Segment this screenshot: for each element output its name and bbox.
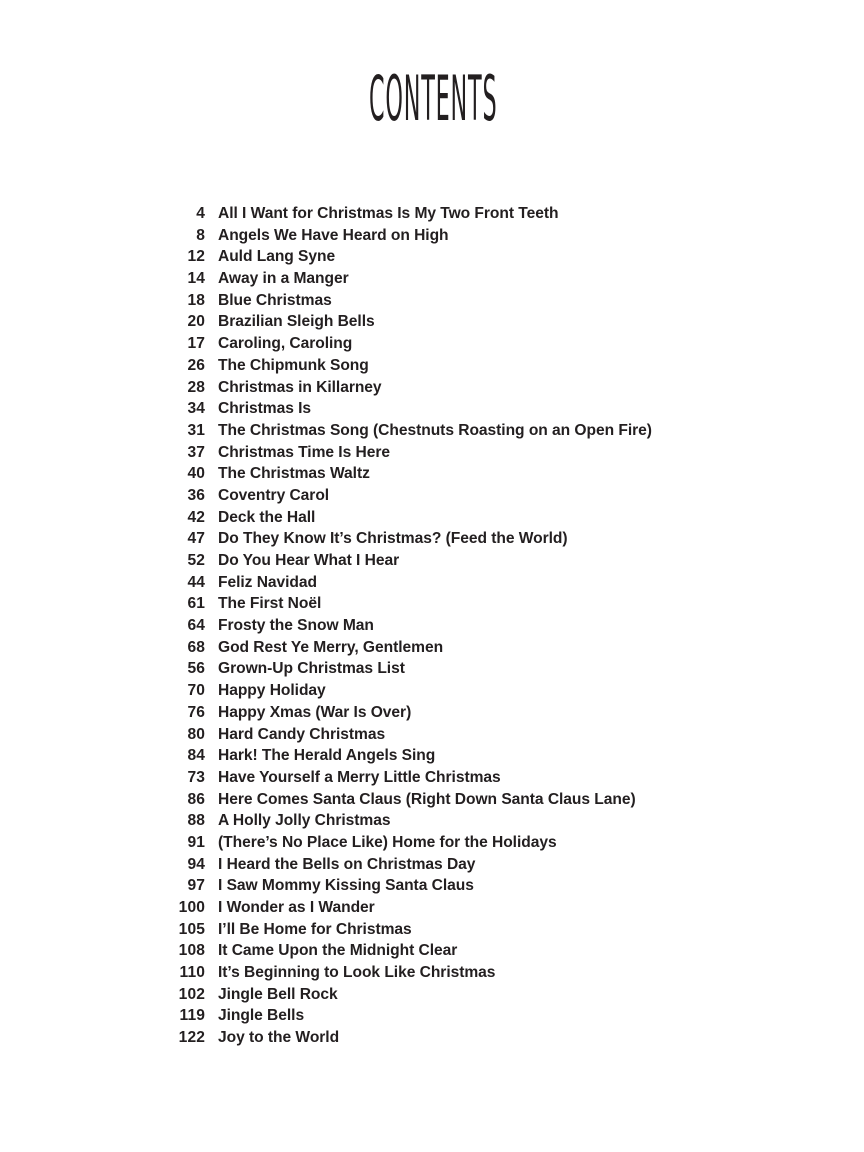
entry-title: Auld Lang Syne [218, 248, 336, 266]
entry-page-number: 122 [178, 1029, 205, 1047]
entry-title: Do They Know It’s Christmas? (Feed the World) [218, 530, 568, 548]
table-row[interactable] [0, 442, 864, 464]
entry-page-number: 86 [187, 790, 205, 808]
entry-page-number: 100 [178, 899, 205, 916]
table-row[interactable] [0, 1027, 864, 1049]
table-row[interactable] [0, 658, 864, 680]
entry-title: Angels We Have Heard on High [218, 226, 449, 244]
entry-page-number: 108 [178, 942, 205, 960]
entry-title: Away in a Manger [218, 270, 349, 288]
entry-page-number: 88 [187, 812, 205, 830]
entry-title: I’ll Be Home for Christmas [218, 920, 412, 938]
entry-page-number: 18 [187, 291, 205, 309]
entry-page-number: 119 [179, 1007, 205, 1025]
entry-page-number: 70 [187, 682, 205, 700]
entry-title: Coventry Carol [218, 486, 330, 504]
table-row[interactable] [0, 420, 864, 442]
entry-title: Deck the Hall [218, 508, 316, 526]
entry-title: Here Comes Santa Claus (Right Down Santa Claus Lane) [218, 790, 636, 808]
entry-page-number: 97 [187, 877, 205, 895]
table-of-contents-list [0, 203, 864, 1049]
entry-title: The Christmas Song (Chestnuts Roasting on an Open Fire) [218, 421, 652, 439]
entry-title: Caroling, Caroling [218, 335, 353, 353]
entry-page-number: 8 [196, 226, 205, 244]
table-row[interactable] [0, 507, 864, 529]
entry-page-number: 84 [187, 747, 205, 765]
entry-page-number: 26 [187, 356, 205, 374]
table-row[interactable] [0, 203, 864, 225]
entry-page-number: 47 [187, 530, 205, 548]
entry-title: Hark! The Herald Angels Sing [218, 747, 436, 765]
entry-title: Grown-Up Christmas List [218, 660, 405, 678]
page-title: CONTENTS [368, 62, 498, 135]
entry-title: The Chipmunk Song [218, 356, 369, 374]
entry-title: Have Yourself a Merry Little Christmas [218, 768, 501, 786]
entry-title: Jingle Bell Rock [218, 985, 338, 1003]
table-row[interactable] [0, 268, 864, 290]
table-row[interactable] [0, 615, 864, 637]
table-row[interactable] [0, 919, 864, 941]
entry-title: It Came Upon the Midnight Clear [218, 942, 458, 960]
table-row[interactable] [0, 875, 864, 897]
entry-title: Feliz Navidad [218, 573, 318, 591]
entry-page-number: 31 [187, 421, 205, 439]
table-row[interactable] [0, 767, 864, 789]
table-row[interactable] [0, 897, 864, 919]
entry-title: Christmas Is [218, 400, 312, 418]
entry-page-number: 36 [187, 486, 205, 504]
entry-title: The Christmas Waltz [218, 465, 370, 483]
table-row[interactable] [0, 398, 864, 420]
table-row[interactable] [0, 333, 864, 355]
table-row[interactable] [0, 485, 864, 507]
entry-page-number: 91 [187, 833, 205, 851]
table-row[interactable] [0, 246, 864, 268]
table-row[interactable] [0, 810, 864, 832]
table-row[interactable] [0, 724, 864, 746]
entry-page-number: 34 [187, 400, 205, 418]
table-row[interactable] [0, 789, 864, 811]
table-row[interactable] [0, 940, 864, 962]
table-row[interactable] [0, 290, 864, 312]
entry-page-number: 76 [187, 703, 205, 721]
table-row[interactable] [0, 355, 864, 377]
entry-title: It’s Beginning to Look Like Christmas [218, 964, 496, 982]
entry-title: God Rest Ye Merry, Gentlemen [218, 638, 444, 656]
entry-title: I Saw Mommy Kissing Santa Claus [218, 877, 474, 895]
table-row[interactable] [0, 377, 864, 399]
entry-page-number: 102 [178, 985, 205, 1003]
table-row[interactable] [0, 225, 864, 247]
table-row[interactable] [0, 832, 864, 854]
entry-title: Blue Christmas [218, 291, 332, 309]
table-row[interactable] [0, 637, 864, 659]
entry-page-number: 64 [187, 617, 205, 635]
entry-page-number: 94 [187, 855, 205, 873]
entry-title: I Heard the Bells on Christmas Day [218, 855, 476, 873]
table-row[interactable] [0, 680, 864, 702]
entry-page-number: 4 [196, 205, 205, 222]
table-row[interactable] [0, 311, 864, 333]
table-row[interactable] [0, 984, 864, 1006]
entry-page-number: 28 [187, 378, 205, 396]
entry-page-number: 20 [187, 313, 205, 331]
entry-title: Brazilian Sleigh Bells [218, 313, 375, 331]
entry-title: A Holly Jolly Christmas [218, 812, 391, 830]
entry-title: I Wonder as I Wander [218, 899, 375, 916]
entry-page-number: 52 [187, 552, 205, 569]
entry-page-number: 68 [187, 638, 205, 656]
entry-page-number: 37 [187, 443, 205, 461]
entry-page-number: 17 [187, 335, 205, 353]
table-row[interactable] [0, 528, 864, 550]
entry-title: The First Noël [218, 595, 322, 613]
table-row[interactable] [0, 463, 864, 485]
entry-title: Christmas in Killarney [218, 378, 382, 396]
entry-page-number: 56 [187, 660, 205, 678]
table-row[interactable] [0, 745, 864, 767]
entry-title: Happy Holiday [218, 682, 326, 700]
table-row[interactable] [0, 572, 864, 594]
table-row[interactable] [0, 962, 864, 984]
entry-title: All I Want for Christmas Is My Two Front Teeth [218, 205, 559, 222]
entry-title: Christmas Time Is Here [218, 443, 390, 461]
entry-page-number: 12 [187, 248, 205, 266]
entry-page-number: 110 [179, 964, 205, 982]
entry-page-number: 14 [187, 270, 205, 288]
entry-page-number: 80 [187, 725, 205, 743]
entry-page-number: 42 [187, 508, 205, 526]
entry-title: Hard Candy Christmas [218, 725, 386, 743]
entry-page-number: 105 [178, 920, 205, 938]
table-row[interactable] [0, 854, 864, 876]
entry-title: Do You Hear What I Hear [218, 552, 400, 569]
table-row[interactable] [0, 1005, 864, 1027]
entry-title: (There’s No Place Like) Home for the Holidays [218, 833, 557, 851]
table-row[interactable] [0, 702, 864, 724]
entry-page-number: 40 [187, 465, 205, 483]
table-row[interactable] [0, 550, 864, 572]
entry-page-number: 61 [187, 595, 205, 613]
entry-page-number: 73 [187, 768, 205, 786]
table-row[interactable] [0, 593, 864, 615]
entry-title: Happy Xmas (War Is Over) [218, 703, 412, 721]
entry-title: Jingle Bells [218, 1007, 305, 1025]
entry-title: Joy to the World [218, 1029, 340, 1047]
entry-title: Frosty the Snow Man [218, 617, 374, 635]
entry-page-number: 44 [187, 573, 205, 591]
